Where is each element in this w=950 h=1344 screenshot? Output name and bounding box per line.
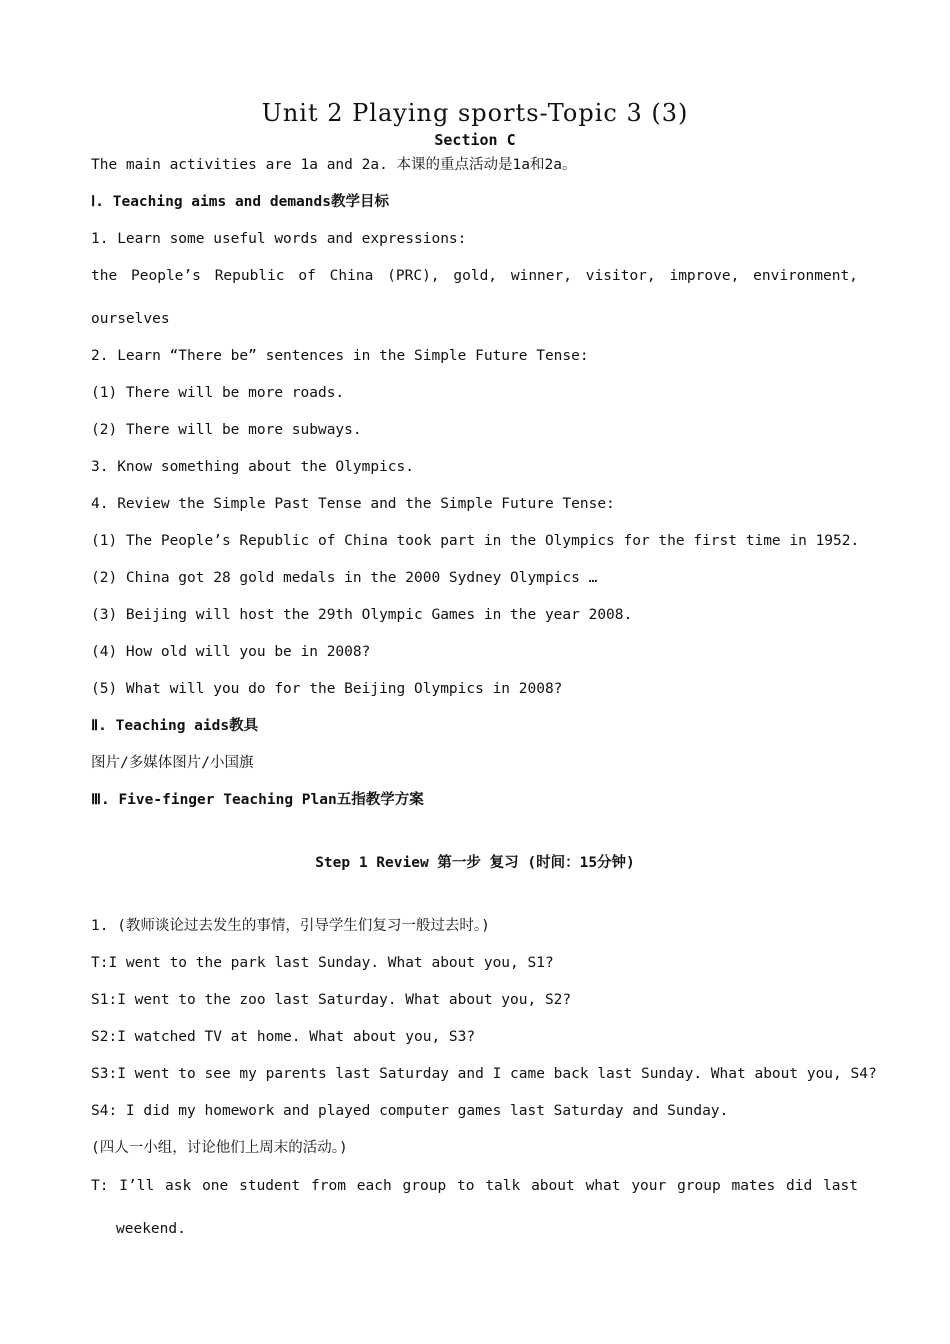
aim-item-3: 3. Know something about the Olympics. (91, 459, 415, 475)
vocab-word: visitor, (585, 268, 656, 284)
intro-text: The main activities are 1a and 2a. 本课的重点活动是1a和2a。 (91, 157, 577, 173)
teacher-word: each (356, 1178, 392, 1194)
teacher-line (91, 1176, 858, 1196)
dialogue-line-5: S4: I did my homework and played computer games last Saturday and Sunday. (91, 1103, 729, 1119)
vocab-word: (PRC), (387, 268, 440, 284)
dialogue-line-1: T:I went to the park last Sunday. What about you, S1? (91, 955, 554, 971)
vocab-word: Republic (214, 268, 285, 284)
dialogue-line-3: S2:I watched TV at home. What about you, S3? (91, 1029, 476, 1045)
teacher-word: ask (165, 1178, 192, 1194)
teacher-word: group (677, 1178, 721, 1194)
aim-item-4-1: (1) The People’s Republic of China took part in the Olympics for the first time in 1952. (91, 533, 860, 549)
teacher-word: talk (485, 1178, 521, 1194)
aim-item-4-4: (4) How old will you be in 2008? (91, 644, 371, 660)
aim-item-1: 1. Learn some useful words and expressions: (91, 231, 467, 247)
vocab-word: China (329, 268, 374, 284)
aim-item-2-1: (1) There will be more roads. (91, 385, 345, 401)
aim-item-4: 4. Review the Simple Past Tense and the Simple Future Tense: (91, 496, 615, 512)
vocab-word: improve, (669, 268, 740, 284)
vocab-word: People’s (131, 268, 201, 284)
teacher-word: from (311, 1178, 346, 1194)
heading-teaching-aims: Ⅰ. Teaching aims and demands教学目标 (91, 194, 389, 210)
group-note: (四人一小组，讨论他们上周末的活动。) (91, 1140, 348, 1156)
step1-item-1: 1. (教师谈论过去发生的事情，引导学生们复习一般过去时。) (91, 918, 490, 934)
teacher-word: I’ll (119, 1178, 155, 1194)
teacher-word: T: (91, 1178, 109, 1194)
dialogue-line-2: S1:I went to the zoo last Saturday. What about you, S2? (91, 992, 572, 1008)
teacher-word: mates (731, 1178, 776, 1194)
vocab-word: the (91, 268, 118, 284)
section-label: Section C (434, 131, 516, 149)
vocab-word: winner, (510, 268, 572, 284)
aim-item-4-3: (3) Beijing will host the 29th Olympic Games in the year 2008. (91, 607, 633, 623)
heading-teaching-plan: Ⅲ. Five-finger Teaching Plan五指教学方案 (91, 792, 424, 808)
vocab-word: environment, (753, 268, 858, 284)
document-title: Unit 2 Playing sports-Topic 3 (3) (261, 99, 689, 127)
vocabulary-line (91, 266, 858, 286)
teacher-word: to (457, 1178, 475, 1194)
aim-item-4-2: (2) China got 28 gold medals in the 2000 Sydney Olympics … (91, 570, 598, 586)
aim-item-2-2: (2) There will be more subways. (91, 422, 362, 438)
teacher-word: about (531, 1178, 575, 1194)
teacher-word: last (823, 1178, 858, 1194)
aim-item-2: 2. Learn “There be” sentences in the Simple Future Tense: (91, 348, 589, 364)
step1-heading: Step 1 Review 第一步 复习 (时间：15分钟) (315, 855, 635, 871)
teacher-word: group (402, 1178, 447, 1194)
teaching-aids-list: 图片/多媒体图片/小国旗 (91, 755, 254, 771)
teacher-line-continued: weekend. (116, 1221, 186, 1237)
heading-teaching-aids: Ⅱ. Teaching aids教具 (91, 718, 259, 734)
teacher-word: did (786, 1178, 813, 1194)
vocabulary-line-continued: ourselves (91, 311, 170, 327)
aim-item-4-5: (5) What will you do for the Beijing Olympics in 2008? (91, 681, 563, 697)
teacher-word: student (239, 1178, 301, 1194)
teacher-word: what (585, 1178, 621, 1194)
vocab-word: gold, (453, 268, 498, 284)
teacher-word: one (202, 1178, 229, 1194)
vocab-word: of (298, 268, 316, 284)
teacher-word: your (631, 1178, 667, 1194)
dialogue-line-4: S3:I went to see my parents last Saturday and I came back last Sunday. What about you, S4? (91, 1066, 877, 1082)
